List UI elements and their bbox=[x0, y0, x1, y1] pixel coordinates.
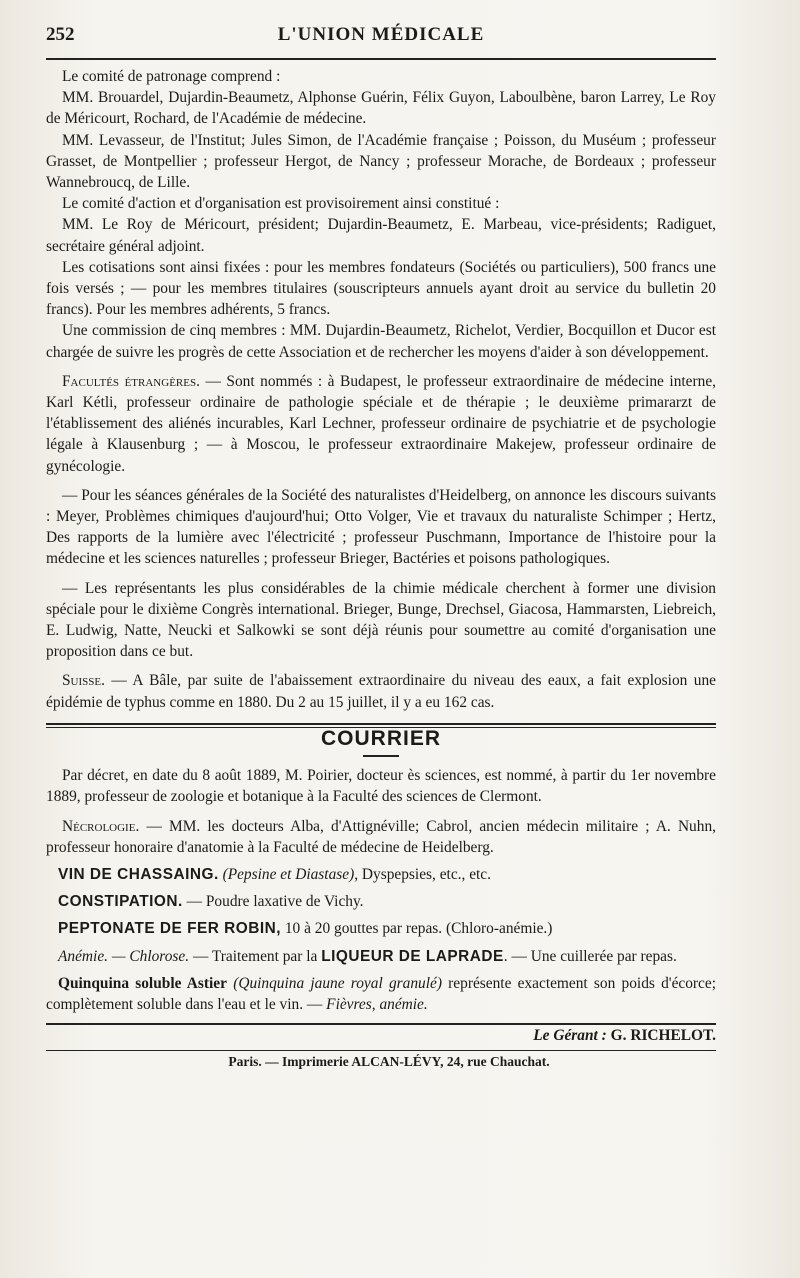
courrier-heading: COURRIER bbox=[320, 726, 441, 750]
short-rule bbox=[363, 755, 399, 757]
paragraph: — Les représentants les plus considérables de la chimie médicale cherchent à former une division spéciale pour le dixième Congrès international. Brieger, Bunge, Drechsel, Giacosa, Hammarsten, Liebreich, E. Ludwig, Natte, Neucki et Salkowki se sont déjà réunis pour soumettre au comité d'organisation une proposition dans ce but. bbox=[46, 579, 716, 661]
ad-vin-chassaing: VIN DE CHASSAING. (Pepsine et Diastase), Dyspepsies, etc., etc. bbox=[58, 865, 491, 883]
paragraph: MM. Brouardel, Dujardin-Beaumetz, Alphonse Guérin, Félix Guyon, Laboulbène, baron Larrey, Le Roy de Méricourt, Rochard, de l'Académie de médecine. bbox=[46, 89, 716, 128]
decree-paragraph: Par décret, en date du 8 août 1889, M. Poirier, docteur ès sciences, est nommé, à partir du 1er novembre 1889, professeur de zoologie et botanique à la Faculté des sciences de Clermont. bbox=[46, 767, 716, 806]
ad-constipation: CONSTIPATION. — Poudre laxative de Vichy. bbox=[58, 893, 364, 911]
paragraph: — Pour les séances générales de la Société des naturalistes d'Heidelberg, on annonce les discours suivants : Meyer, Problèmes chimiques d'aujourd'hui; Otto Volger, Vie et travaux du naturaliste Schimper ; Hertz, Des rapports de la lumière avec l'électricité ; professeur Puschmann, Importance de l'histoire pour la médecine et les sciences naturelles ; professeur Brieger, Bactéries et poisons pathologiques. bbox=[46, 486, 716, 568]
ad-peptonate: PEPTONATE DE FER ROBIN, 10 à 20 gouttes par repas. (Chloro-anémie.) bbox=[58, 920, 553, 938]
section-text: — Sont nommés : à Budapest, le professeur extraordinaire de médecine interne, Karl Kétli, professeur ordinaire de pathologie spéciale et de thérapie ; le deuxième primararzt de l'établissement des aliénés incurables, Karl Lechner, professeur ordinaire de psychiatrie et de psychologie légale à Klausenburg ; — à Moscou, le professeur extraordinaire Makejew, professeur ordinaire de gynécologie. bbox=[46, 372, 716, 475]
paragraph: MM. Levasseur, de l'Institut; Jules Simon, de l'Académie française ; Poisson, du Muséum ; professeur Grasset, de Montpellier ; professeur Hergot, de Nancy ; professeur Morache, de Bordeaux ; professeur Wannebroucq, de Lille. bbox=[46, 131, 716, 192]
paragraph-suisse bbox=[46, 670, 716, 712]
page-header bbox=[46, 24, 716, 50]
paragraph: MM. Le Roy de Méricourt, président; Dujardin-Beaumetz, E. Marbeau, vice-présidents; Radiguet, secrétaire général adjoint. bbox=[46, 216, 716, 255]
section-text: — MM. les docteurs Alba, d'Attignéville; Cabrol, ancien médecin militaire ; A. Nuhn, professeur honoraire d'anatomie à la Faculté de médecine de Heidelberg. bbox=[46, 817, 716, 856]
page-number: 252 bbox=[46, 24, 75, 45]
journal-title: L'UNION MÉDICALE bbox=[277, 24, 485, 45]
ad-laprade: Anémie. — Chlorose. — Traitement par la LIQUEUR DE LAPRADE. — Une cuillerée par repas. bbox=[58, 947, 677, 965]
necrologie-paragraph bbox=[46, 816, 716, 858]
paragraph: Le comité d'action et d'organisation est provisoirement ainsi constitué : bbox=[62, 195, 500, 213]
paragraph-facultes bbox=[46, 371, 716, 477]
header-rule bbox=[46, 58, 716, 60]
article-body bbox=[46, 66, 716, 1073]
gerant-line: Le Gérant : G. RICHELOT. bbox=[533, 1027, 716, 1045]
section-lead: Nécrologie. bbox=[62, 817, 140, 835]
printer-line: Paris. — Imprimerie ALCAN-LÉVY, 24, rue Chauchat. bbox=[228, 1054, 550, 1070]
paragraph: Une commission de cinq membres : MM. Dujardin-Beaumetz, Richelot, Verdier, Bocquillon et Ducor est chargée de suivre les progrès de cette Association et de rechercher les moyens d'aider à son développement. bbox=[46, 322, 716, 361]
paragraph: Le comité de patronage comprend : bbox=[62, 68, 281, 85]
section-lead: Facultés étrangères. bbox=[62, 372, 200, 390]
paragraph: Les cotisations sont ainsi fixées : pour les membres fondateurs (Sociétés ou particuliers), 500 francs une fois versés ; — pour les membres titulaires (souscripteurs annuels ayant droit au service du bulletin 20 francs). Pour les membres adhérents, 5 francs. bbox=[46, 258, 716, 319]
ad-quinquina: Quinquina soluble Astier (Quinquina jaune royal granulé) représente exactement son poids d'écorce; complètement soluble dans l'eau et le vin. — Fièvres, anémie. bbox=[46, 974, 716, 1013]
section-lead: Suisse. bbox=[62, 672, 105, 690]
section-text: — A Bâle, par suite de l'abaissement extraordinaire du niveau des eaux, a fait explosion une épidémie de typhus comme en 1880. Du 2 au 15 juillet, il y a eu 162 cas. bbox=[46, 672, 716, 711]
